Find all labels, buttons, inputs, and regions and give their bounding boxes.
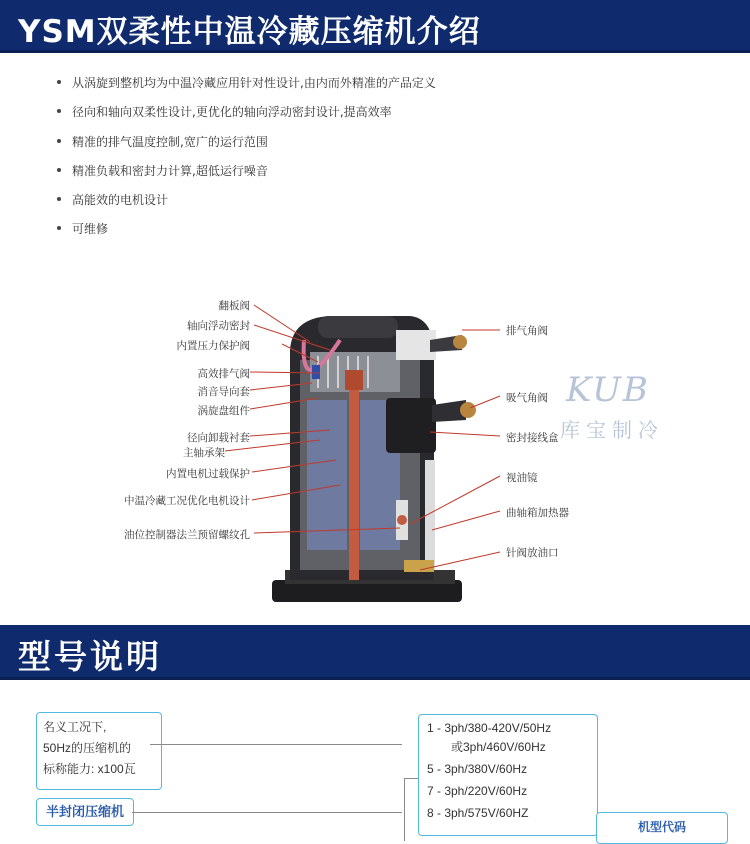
intro-title: YSM双柔性中温冷藏压缩机介绍 [18,14,481,50]
label-motor-design: 中温冷藏工况优化电机设计 [124,495,250,507]
power-option: 7 - 3ph/220V/60Hz [427,784,528,798]
label-main-bearing: 主轴承架 [183,447,225,459]
power-box [418,714,598,836]
power-option: 8 - 3ph/575V/60HZ [427,806,529,820]
feature-item: 从涡旋到整机均为中温冷藏应用针对性设计,由内而外精准的产品定义 [54,74,436,103]
type-box: 半封闭压缩机 [36,798,134,826]
label-scroll-set: 涡旋盘组件 [197,405,250,417]
model-banner [0,625,750,680]
compressor-illustration [0,280,750,620]
connector-line [150,744,402,746]
watermark-logo: KUB [566,370,650,410]
power-option: 或3ph/460V/60Hz [451,740,546,754]
code-box: 机型代码 [596,812,728,844]
label-motor-overload: 内置电机过载保护 [166,468,250,480]
capacity-line: 50Hz的压缩机的 [43,741,132,755]
feature-item: 精准负载和密封力计算,超低运行噪音 [54,162,436,191]
intro-banner [0,0,750,53]
feature-item: 精准的排气温度控制,宽广的运行范围 [54,133,436,162]
capacity-line: 标称能力: x100瓦 [43,762,136,776]
compressor-diagram [0,280,750,620]
capacity-line: 名义工况下, [43,720,107,734]
terminal-box [386,398,436,453]
label-discharge-valve: 高效排气阀 [197,368,250,380]
label-pressure-relief: 内置压力保护阀 [176,340,250,352]
label-terminal-box: 密封接线盒 [506,432,559,444]
feature-item: 高能效的电机设计 [54,191,436,220]
suction-valve [460,402,476,418]
capacity-box [36,712,162,790]
connector-line [132,812,402,814]
label-flap-valve: 翻板阀 [218,300,250,312]
connector-line [404,778,419,841]
power-option: 5 - 3ph/380V/60Hz [427,762,528,776]
label-muffler-guide: 消音导向套 [197,386,250,398]
label-crankcase-heater: 曲轴箱加热器 [506,507,569,519]
power-option: 1 - 3ph/380-420V/50Hz [427,721,552,735]
label-discharge-angle-valve: 排气角阀 [506,325,548,337]
model-title: 型号说明 [18,637,162,676]
feature-list [54,74,436,250]
label-drain-valve: 针阀放油口 [506,547,559,559]
crankshaft [349,390,359,580]
feature-item: 径向和轴向双柔性设计,更优化的轴向浮动密封设计,提高效率 [54,103,436,132]
label-suction-angle-valve: 吸气角阀 [506,392,548,404]
label-sight-glass: 视油镜 [506,472,538,484]
feature-item: 可维修 [54,220,436,249]
label-radial-bushing: 径向卸载衬套 [187,432,250,444]
label-axial-seal: 轴向浮动密封 [187,320,250,332]
watermark-text: 库宝制冷 [560,418,664,442]
label-oil-flange: 油位控制器法兰预留螺纹孔 [124,529,250,541]
